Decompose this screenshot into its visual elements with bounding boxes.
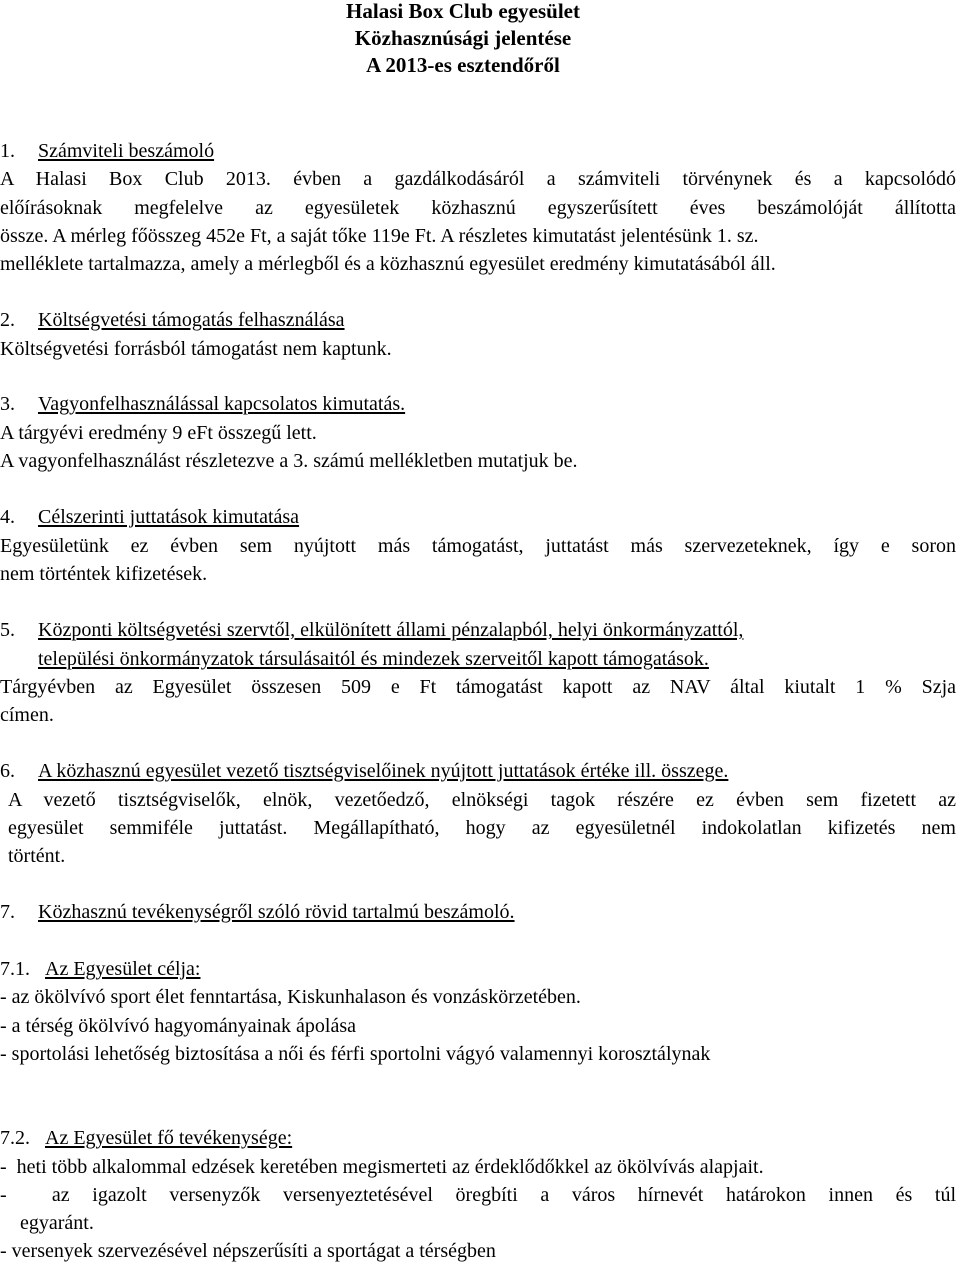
section-7-1-heading xyxy=(0,955,201,983)
section-number: 2. xyxy=(0,309,15,331)
section-number: 7. xyxy=(0,901,15,923)
section-4-line: Egyesületünk ez évben sem nyújtott más támogatást, juttatást más szervezeteknek, így e soron xyxy=(0,535,956,557)
section-4-line: nem történtek kifizetések. xyxy=(0,563,208,585)
section-3-line: A vagyonfelhasználást részletezve a 3. számú mellékletben mutatjuk be. xyxy=(0,450,578,472)
section-number: 1. xyxy=(0,140,15,162)
section-title: Célszerinti juttatások kimutatása xyxy=(38,506,300,528)
section-6-heading xyxy=(0,757,728,785)
section-title: Számviteli beszámoló xyxy=(38,140,215,162)
section-5-heading xyxy=(0,616,743,644)
section-title: Vagyonfelhasználással kapcsolatos kimutatás. xyxy=(38,393,406,415)
section-5-line: címen. xyxy=(0,704,54,726)
section-7-heading xyxy=(0,898,515,926)
title-line-organization: Halasi Box Club egyesület xyxy=(346,0,580,23)
goal-item: - az ökölvívó sport élet fenntartása, Kiskunhalason és vonzáskörzetében. xyxy=(0,986,581,1008)
section-4-heading xyxy=(0,503,299,531)
section-1-heading xyxy=(0,137,214,165)
section-title: Az Egyesület célja: xyxy=(45,958,201,980)
section-number: 4. xyxy=(0,506,15,528)
section-number: 7.2. xyxy=(0,1127,30,1149)
section-7-2-heading xyxy=(0,1124,292,1152)
section-2-heading xyxy=(0,306,345,334)
section-number: 7.1. xyxy=(0,958,30,980)
section-2-line: Költségvetési forrásból támogatást nem kaptunk. xyxy=(0,338,392,360)
activity-item: - az igazolt versenyzők versenyeztetésével öregbíti a város hírnevét határokon innen és túl xyxy=(0,1184,956,1206)
activity-item-continued: egyaránt. xyxy=(20,1212,94,1234)
section-number: 6. xyxy=(0,760,15,782)
section-1-line: melléklete tartalmazza, amely a mérlegből és a közhasznú egyesület eredmény kimutatásából áll. xyxy=(0,253,776,275)
section-5-heading-continued xyxy=(0,645,709,673)
section-5-line: Tárgyévben az Egyesület összesen 509 e Ft támogatást kapott az NAV által kiutalt 1 % Szja xyxy=(0,676,956,698)
section-title: Központi költségvetési szervtől, elkülönített állami pénzalapból, helyi önkormányzattól, xyxy=(38,619,744,641)
goal-item: - sportolási lehetőség biztosítása a női és férfi sportolni vágyó valamennyi korosztálynak xyxy=(0,1043,711,1065)
section-1-line: A Halasi Box Club 2013. évben a gazdálkodásáról a számviteli törvénynek és a kapcsolódó xyxy=(0,168,956,190)
section-title: Költségvetési támogatás felhasználása xyxy=(38,309,345,331)
section-1-line: össze. A mérleg főösszeg 452e Ft, a saját tőke 119e Ft. A részletes kimutatást jelentésünk 1. sz. xyxy=(0,225,759,247)
title-line-year: A 2013-es esztendőről xyxy=(366,53,560,77)
section-6-line: történt. xyxy=(8,845,66,867)
section-3-heading xyxy=(0,390,405,418)
section-title: Az Egyesület fő tevékenysége: xyxy=(45,1127,293,1149)
section-6-line: egyesület semmiféle juttatást. Megállapítható, hogy az egyesületnél indokolatlan kifizetés nem xyxy=(8,817,956,839)
section-title: Közhasznú tevékenységről szóló rövid tartalmú beszámoló. xyxy=(38,901,515,923)
title-line-report: Közhasznúsági jelentése xyxy=(354,26,572,50)
section-3-line: A tárgyévi eredmény 9 eFt összegű lett. xyxy=(0,422,317,444)
document-title xyxy=(0,0,926,79)
section-1-line: előírásoknak megfelelve az egyesületek közhasznú egyszerűsített éves beszámolóját állította xyxy=(0,197,956,219)
section-title: települési önkormányzatok társulásaitól és mindezek szerveitől kapott támogatások. xyxy=(38,648,709,670)
section-number: 5. xyxy=(0,619,15,641)
section-6-line: A vezető tisztségviselők, elnök, vezetőedző, elnökségi tagok részére ez évben sem fizetett az xyxy=(8,789,956,811)
section-number: 3. xyxy=(0,393,15,415)
activity-item: - versenyek szervezésével népszerűsíti a sportágat a térségben xyxy=(0,1240,496,1262)
section-title: A közhasznú egyesület vezető tisztségviselőinek nyújtott juttatások értéke ill. összege. xyxy=(38,760,729,782)
goal-item: - a térség ökölvívó hagyományainak ápolása xyxy=(0,1015,356,1037)
activity-item: - heti több alkalommal edzések keretében megismerteti az érdeklődőkkel az ökölvívás alapjait. xyxy=(0,1156,764,1178)
